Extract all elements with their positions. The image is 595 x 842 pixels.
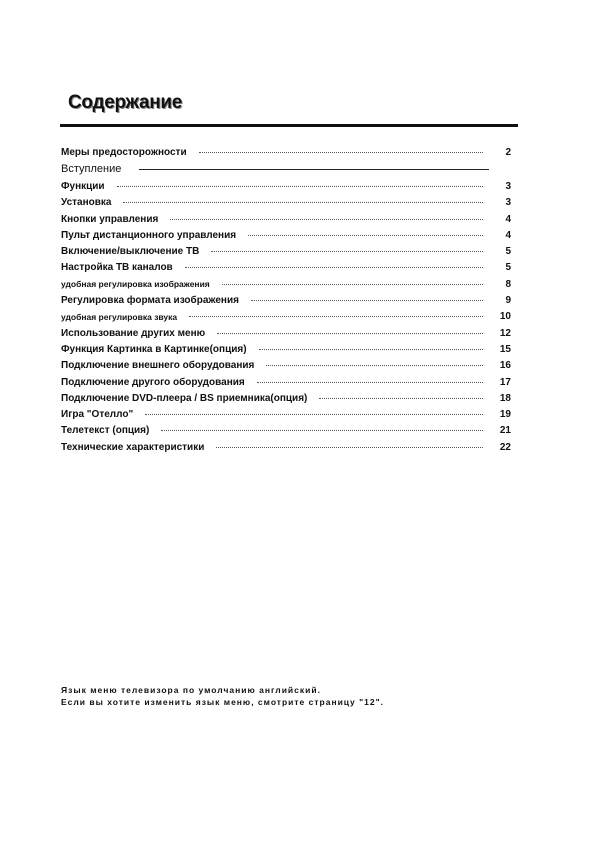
toc-entry[interactable] bbox=[61, 211, 511, 227]
toc-entry-label: Меры предосторожности bbox=[61, 146, 187, 158]
toc-entry-page: 4 bbox=[505, 213, 511, 225]
dot-leader bbox=[266, 365, 483, 366]
dot-leader bbox=[189, 316, 483, 317]
toc-entry[interactable] bbox=[61, 292, 511, 308]
toc-entry[interactable] bbox=[61, 195, 511, 211]
toc-entry[interactable] bbox=[61, 309, 511, 325]
toc-entry-page: 2 bbox=[505, 146, 511, 158]
toc-entry[interactable] bbox=[61, 390, 511, 406]
toc-entry[interactable] bbox=[61, 374, 511, 390]
toc-entry[interactable] bbox=[61, 243, 511, 259]
toc-entry-page: 5 bbox=[505, 262, 511, 274]
dot-leader bbox=[217, 333, 483, 334]
dot-leader bbox=[185, 267, 483, 268]
toc-entry[interactable] bbox=[61, 260, 511, 276]
toc-entry-label: Игра "Отелло" bbox=[61, 409, 134, 421]
toc-entry-page: 12 bbox=[499, 327, 511, 339]
dot-leader bbox=[259, 349, 483, 350]
dot-leader bbox=[123, 202, 483, 203]
toc-entry-label: Использование других меню bbox=[61, 327, 206, 339]
toc-entry[interactable] bbox=[61, 406, 511, 422]
toc-section-label: Вступление bbox=[61, 163, 122, 176]
dot-leader bbox=[170, 219, 483, 220]
toc-entry[interactable] bbox=[61, 439, 511, 455]
toc-entry-page: 16 bbox=[499, 360, 511, 372]
dot-leader bbox=[251, 300, 483, 301]
toc-entry-label: удобная регулировка звука bbox=[61, 311, 178, 322]
toc-entry-page: 21 bbox=[499, 425, 511, 437]
toc-entry-label: Настройка ТВ каналов bbox=[61, 262, 173, 274]
dot-leader bbox=[248, 235, 483, 236]
toc-entry-label: Включение/выключение ТВ bbox=[61, 246, 200, 258]
dot-leader bbox=[319, 398, 483, 399]
toc-entry[interactable] bbox=[61, 341, 511, 357]
toc-entry-label: Телетекст (опция) bbox=[61, 425, 150, 437]
toc-entry-label: Установка bbox=[61, 197, 112, 209]
toc-entry-label: Регулировка формата изображения bbox=[61, 295, 239, 307]
toc-entry-label: Подключение внешнего оборудования bbox=[61, 360, 255, 372]
note-line: Если вы хотите изменить язык меню, смотрите страницу "12". bbox=[61, 697, 384, 707]
toc-entry-page: 3 bbox=[505, 180, 511, 192]
toc-entry-page: 18 bbox=[499, 392, 511, 404]
dot-leader bbox=[216, 447, 483, 448]
toc-entry-label: Кнопки управления bbox=[61, 213, 159, 225]
toc-entry-label: удобная регулировка изображения bbox=[61, 279, 210, 290]
toc-section-heading bbox=[61, 160, 511, 178]
toc-entry-page: 9 bbox=[505, 295, 511, 307]
toc-entry-page: 10 bbox=[499, 311, 511, 323]
toc-entry-page: 22 bbox=[499, 441, 511, 453]
page-title: Содержание bbox=[68, 92, 183, 113]
section-rule bbox=[139, 169, 489, 170]
toc-entry[interactable] bbox=[61, 325, 511, 341]
dot-leader bbox=[211, 251, 483, 252]
toc-entry-page: 5 bbox=[505, 246, 511, 258]
dot-leader bbox=[161, 430, 483, 431]
dot-leader bbox=[199, 152, 483, 153]
toc-entry-label: Пульт дистанционного управления bbox=[61, 229, 237, 241]
toc-entry-page: 17 bbox=[499, 376, 511, 388]
note-line: Язык меню телевизора по умолчанию английский. bbox=[61, 685, 321, 695]
table-of-contents bbox=[61, 144, 511, 455]
toc-entry[interactable] bbox=[61, 144, 511, 160]
toc-entry[interactable] bbox=[61, 276, 511, 292]
dot-leader bbox=[222, 284, 483, 285]
toc-entry-page: 3 bbox=[505, 197, 511, 209]
toc-entry[interactable] bbox=[61, 227, 511, 243]
menu-language-note bbox=[61, 684, 384, 708]
toc-entry-page: 4 bbox=[505, 229, 511, 241]
toc-entry-page: 8 bbox=[505, 278, 511, 290]
toc-entry-label: Функция Картинка в Картинке(опция) bbox=[61, 343, 247, 355]
toc-entry-label: Функции bbox=[61, 180, 105, 192]
toc-entry-label: Подключение DVD-плеера / BS приемника(опция) bbox=[61, 392, 308, 404]
toc-entry[interactable] bbox=[61, 423, 511, 439]
toc-entry-label: Технические характеристики bbox=[61, 441, 205, 453]
dot-leader bbox=[117, 186, 483, 187]
toc-entry[interactable] bbox=[61, 178, 511, 194]
toc-entry-page: 19 bbox=[499, 409, 511, 421]
toc-entry-page: 15 bbox=[499, 343, 511, 355]
toc-entry-label: Подключение другого оборудования bbox=[61, 376, 245, 388]
dot-leader bbox=[145, 414, 483, 415]
dot-leader bbox=[257, 382, 483, 383]
toc-entry[interactable] bbox=[61, 358, 511, 374]
title-rule bbox=[60, 124, 518, 127]
